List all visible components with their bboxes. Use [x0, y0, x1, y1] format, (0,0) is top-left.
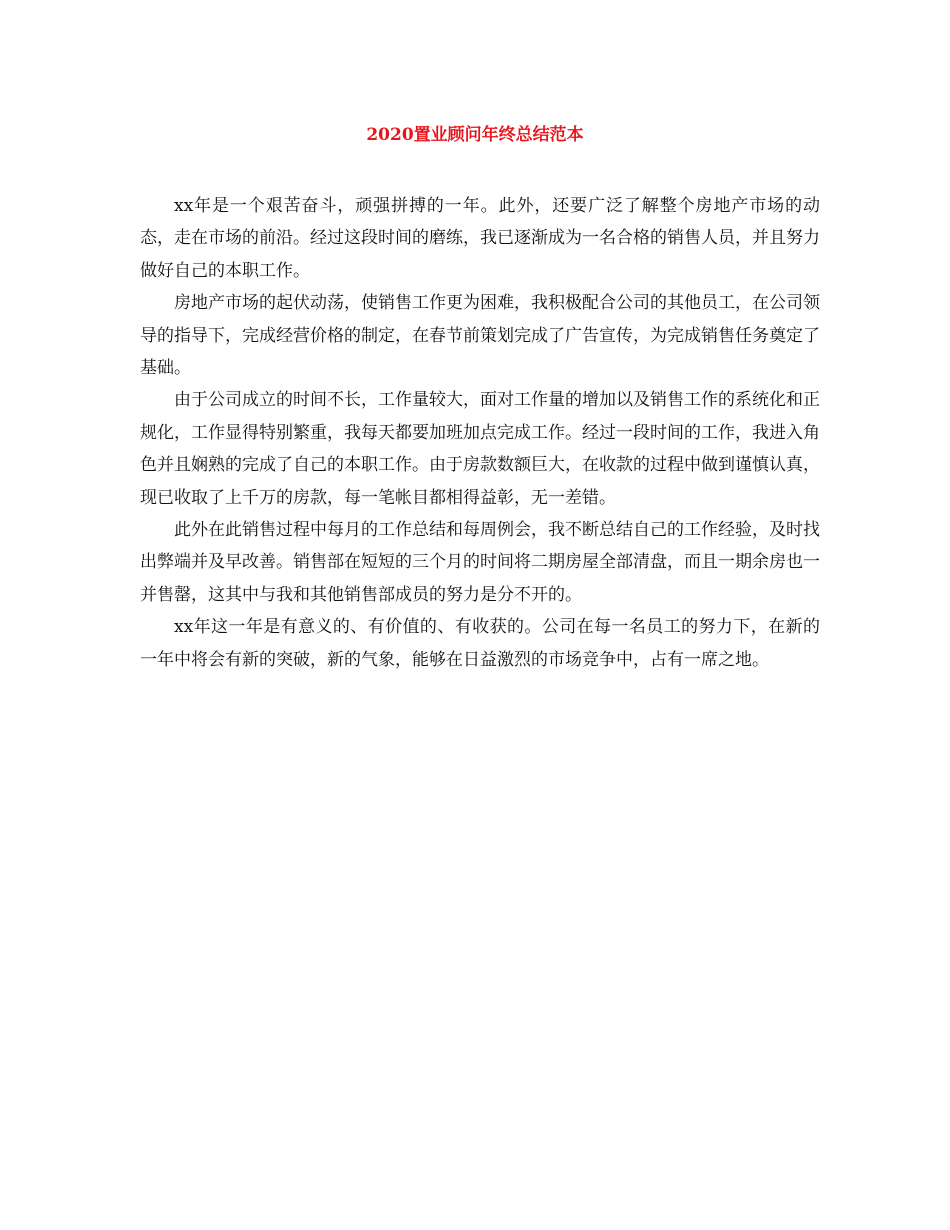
paragraph-3: 由于公司成立的时间不长，工作量较大，面对工作量的增加以及销售工作的系统化和正规化，工作显得特别繁重，我每天都要加班加点完成工作。经过一段时间的工作，我进入角色并且娴熟的完成了自己的本职工作。由于房款数额巨大，在收款的过程中做到谨慎认真，现已收取了上千万的房款，每一笔帐目都相得益彰，无一差错。: [140, 390, 820, 508]
paragraph-1: xx年是一个艰苦奋斗，顽强拼搏的一年。此外，还要广泛了解整个房地产市场的动态，走在市场的前沿。经过这段时间的磨练，我已逐渐成为一名合格的销售人员，并且努力做好自己的本职工作。: [140, 196, 820, 281]
document-title: 2020置业顾问年终总结范本: [366, 125, 584, 145]
document-body: [140, 190, 820, 676]
paragraph-2: 房地产市场的起伏动荡，使销售工作更为困难，我积极配合公司的其他员工，在公司领导的指导下，完成经营价格的制定，在春节前策划完成了广告宣传，为完成销售任务奠定了基础。: [140, 293, 820, 379]
paragraph-5: xx年这一年是有意义的、有价值的、有收获的。公司在每一名员工的努力下，在新的一年中将会有新的突破，新的气象，能够在日益激烈的市场竞争中，占有一席之地。: [140, 617, 820, 670]
paragraph-4: 此外在此销售过程中每月的工作总结和每周例会，我不断总结自己的工作经验，及时找出弊端并及早改善。销售部在短短的三个月的时间将二期房屋全部清盘，而且一期余房也一并售罄，这其中与我和其他销售部成员的努力是分不开的。: [140, 520, 820, 605]
